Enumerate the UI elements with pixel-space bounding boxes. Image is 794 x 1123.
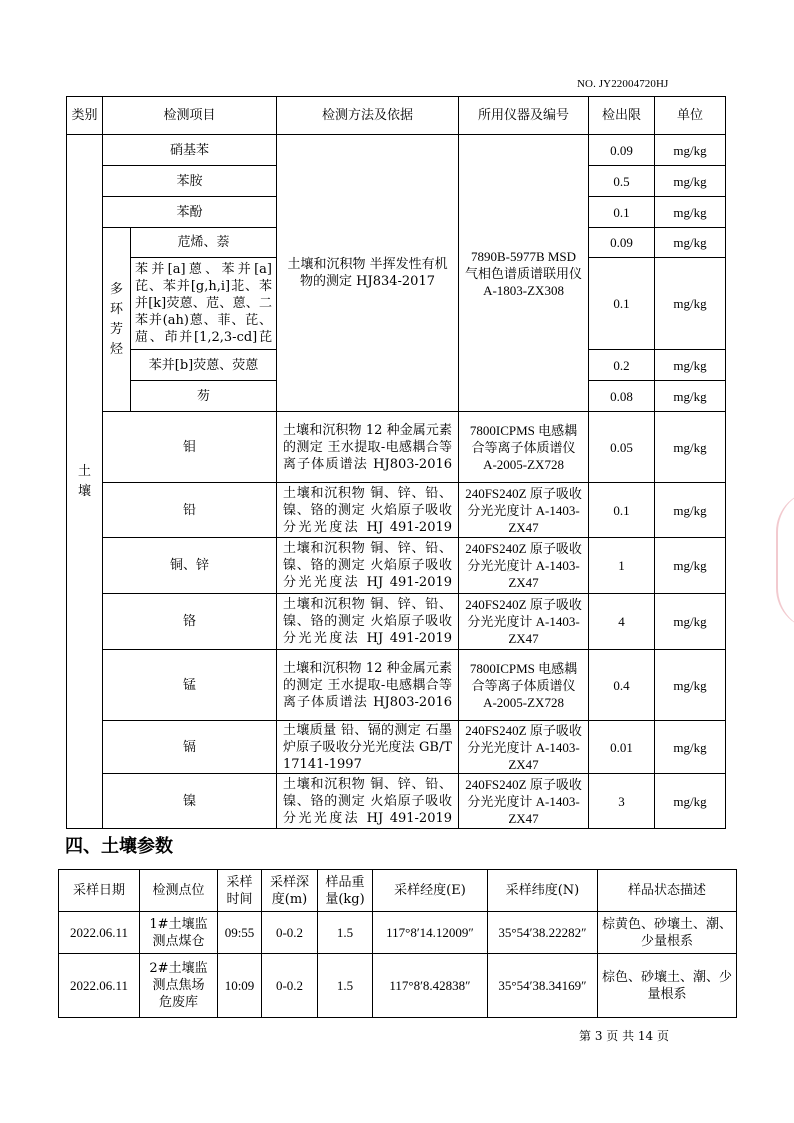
col-header-time: 采样时间 [218, 870, 262, 912]
item-cell: 铬 [103, 594, 277, 650]
time-cell: 10:09 [218, 954, 262, 1018]
col-header-description: 样品状态描述 [598, 870, 737, 912]
unit-cell: mg/kg [655, 350, 726, 381]
latitude-cell: 35°54′38.34169″ [488, 954, 598, 1018]
item-cell: 锰 [103, 650, 277, 721]
col-header-unit: 单位 [655, 97, 726, 135]
method-cell: 土壤和沉积物 铜、锌、铅、镍、铬的测定 火焰原子吸收分光光度法 HJ 491-2019 [277, 774, 459, 829]
table-row [67, 774, 726, 829]
col-header-location: 检测点位 [140, 870, 218, 912]
unit-cell: mg/kg [655, 412, 726, 483]
table-row [67, 412, 726, 483]
limit-cell: 3 [589, 774, 655, 829]
item-cell: 苯胺 [103, 166, 277, 197]
item-cell: 芴 [131, 381, 277, 412]
table-row [59, 954, 737, 1018]
unit-cell: mg/kg [655, 258, 726, 350]
table-header-row [59, 870, 737, 912]
limit-cell: 0.5 [589, 166, 655, 197]
description-cell: 棕色、砂壤土、潮、少量根系 [598, 954, 737, 1018]
date-cell: 2022.06.11 [59, 912, 140, 954]
method-cell: 土壤和沉积物 12 种金属元素的测定 王水提取-电感耦合等离子体质谱法 HJ803-2016 [277, 650, 459, 721]
col-header-depth: 采样深度(m) [262, 870, 318, 912]
weight-cell: 1.5 [318, 912, 373, 954]
limit-cell: 0.2 [589, 350, 655, 381]
instrument-cell: 240FS240Z 原子吸收分光光度计 A-1403-ZX47 [459, 538, 589, 594]
col-header-item: 检测项目 [103, 97, 277, 135]
unit-cell: mg/kg [655, 135, 726, 166]
limit-cell: 0.1 [589, 483, 655, 538]
soil-parameters-table [58, 869, 737, 1018]
limit-cell: 0.1 [589, 258, 655, 350]
limit-cell: 0.05 [589, 412, 655, 483]
instrument-cell: 240FS240Z 原子吸收分光光度计 A-1403-ZX47 [459, 483, 589, 538]
limit-cell: 0.09 [589, 228, 655, 258]
instrument-cell: 7800ICPMS 电感耦合等离子体质谱仪 A-2005-ZX728 [459, 412, 589, 483]
instrument-cell: 240FS240Z 原子吸收分光光度计 A-1403-ZX47 [459, 721, 589, 774]
time-cell: 09:55 [218, 912, 262, 954]
method-cell: 土壤和沉积物 12 种金属元素的测定 王水提取-电感耦合等离子体质谱法 HJ803-2016 [277, 412, 459, 483]
item-cell: 铜、锌 [103, 538, 277, 594]
item-cell: 苯酚 [103, 197, 277, 228]
instrument-cell: 7890B-5977B MSD 气相色谱质谱联用仪 A-1803-ZX308 [459, 135, 589, 412]
col-header-instrument: 所用仪器及编号 [459, 97, 589, 135]
item-cell: 苊烯、萘 [131, 228, 277, 258]
instrument-cell: 240FS240Z 原子吸收分光光度计 A-1403-ZX47 [459, 774, 589, 829]
limit-cell: 0.01 [589, 721, 655, 774]
instrument-cell: 7800ICPMS 电感耦合等离子体质谱仪 A-2005-ZX728 [459, 650, 589, 721]
col-header-limit: 检出限 [589, 97, 655, 135]
detection-methods-table [66, 96, 726, 829]
item-cell: 苯并[b]荧蒽、荧蒽 [131, 350, 277, 381]
unit-cell: mg/kg [655, 594, 726, 650]
col-header-date: 采样日期 [59, 870, 140, 912]
page-footer: 第 3 页 共 14 页 [579, 1029, 669, 1043]
longitude-cell: 117°8′8.42838″ [373, 954, 488, 1018]
limit-cell: 1 [589, 538, 655, 594]
group-cell: 多环芳烃 [103, 228, 131, 412]
table-row [67, 594, 726, 650]
item-cell: 硝基苯 [103, 135, 277, 166]
item-cell: 钼 [103, 412, 277, 483]
unit-cell: mg/kg [655, 483, 726, 538]
document-number: NO. JY22004720HJ [577, 78, 669, 90]
col-header-method: 检测方法及依据 [277, 97, 459, 135]
limit-cell: 4 [589, 594, 655, 650]
table-row [67, 538, 726, 594]
table-row [67, 650, 726, 721]
table-row [67, 483, 726, 538]
weight-cell: 1.5 [318, 954, 373, 1018]
limit-cell: 0.09 [589, 135, 655, 166]
unit-cell: mg/kg [655, 721, 726, 774]
seal-stamp-edge [776, 490, 794, 630]
item-cell: 铅 [103, 483, 277, 538]
table-row [67, 721, 726, 774]
col-header-weight: 样品重量(kg) [318, 870, 373, 912]
section-title: 四、土壤参数 [65, 836, 173, 857]
item-cell: 镉 [103, 721, 277, 774]
method-cell: 土壤和沉积物 铜、锌、铅、镍、铬的测定 火焰原子吸收分光光度法 HJ 491-2019 [277, 594, 459, 650]
location-cell: 1#土壤监测点煤仓 [140, 912, 218, 954]
table-row [67, 135, 726, 166]
latitude-cell: 35°54′38.22282″ [488, 912, 598, 954]
table-row [59, 912, 737, 954]
date-cell: 2022.06.11 [59, 954, 140, 1018]
table-header-row [67, 97, 726, 135]
unit-cell: mg/kg [655, 538, 726, 594]
longitude-cell: 117°8′14.12009″ [373, 912, 488, 954]
method-cell: 土壤和沉积物 铜、锌、铅、镍、铬的测定 火焰原子吸收分光光度法 HJ 491-2019 [277, 538, 459, 594]
method-cell: 土壤质量 铅、镉的测定 石墨炉原子吸收分光光度法 GB/T 17141-1997 [277, 721, 459, 774]
unit-cell: mg/kg [655, 650, 726, 721]
item-cell: 苯并[a]蒽、苯并[a]芘、苯并[g,h,i]苝、苯并[k]荧蒽、苊、蒽、二苯并(ah)蒽、菲、芘、䓛、茚并[1,2,3-cd]芘 [131, 258, 277, 350]
depth-cell: 0-0.2 [262, 954, 318, 1018]
limit-cell: 0.1 [589, 197, 655, 228]
limit-cell: 0.4 [589, 650, 655, 721]
method-cell: 土壤和沉积物 半挥发性有机物的测定 HJ834-2017 [277, 135, 459, 412]
col-header-longitude: 采样经度(E) [373, 870, 488, 912]
limit-cell: 0.08 [589, 381, 655, 412]
col-header-category: 类别 [67, 97, 103, 135]
unit-cell: mg/kg [655, 166, 726, 197]
instrument-cell: 240FS240Z 原子吸收分光光度计 A-1403-ZX47 [459, 594, 589, 650]
category-cell: 土壤 [67, 135, 103, 829]
unit-cell: mg/kg [655, 197, 726, 228]
unit-cell: mg/kg [655, 228, 726, 258]
location-cell: 2#土壤监测点焦场危废库 [140, 954, 218, 1018]
unit-cell: mg/kg [655, 774, 726, 829]
description-cell: 棕黄色、砂壤土、潮、少量根系 [598, 912, 737, 954]
depth-cell: 0-0.2 [262, 912, 318, 954]
col-header-latitude: 采样纬度(N) [488, 870, 598, 912]
item-cell: 镍 [103, 774, 277, 829]
unit-cell: mg/kg [655, 381, 726, 412]
method-cell: 土壤和沉积物 铜、锌、铅、镍、铬的测定 火焰原子吸收分光光度法 HJ 491-2019 [277, 483, 459, 538]
